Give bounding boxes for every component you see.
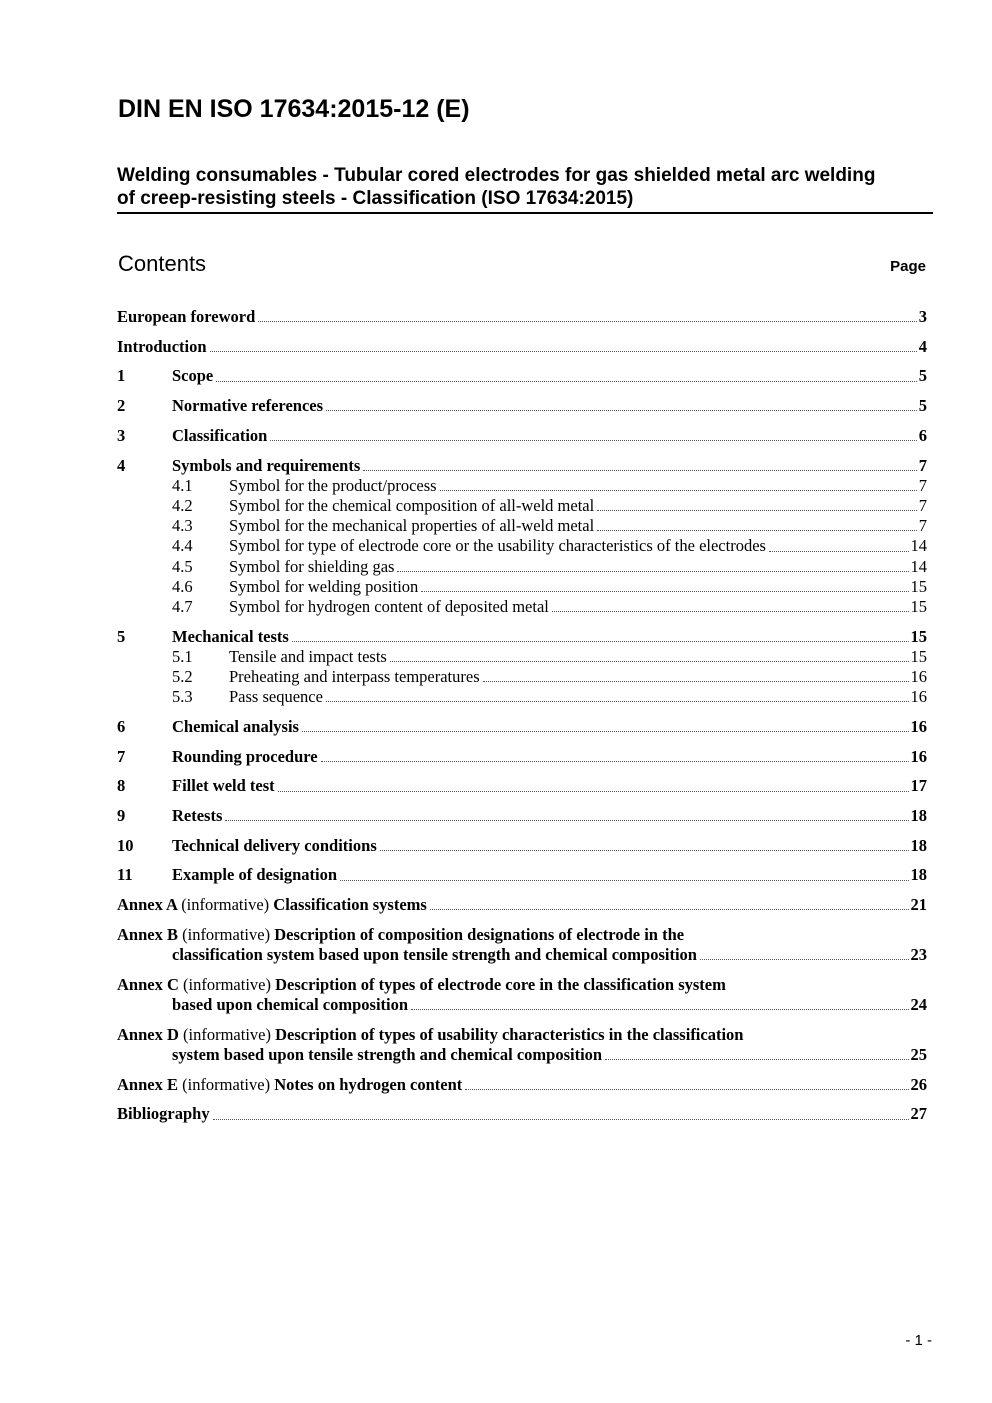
toc-subentry[interactable] [117,647,927,667]
annex-note: (informative) [182,924,271,944]
toc-page-number: 7 [918,455,927,475]
toc-title: Symbol for the product/process [229,475,437,495]
toc-page-number: 15 [910,576,927,596]
toc-title-wrap [172,627,927,647]
toc-subentry[interactable] [117,597,927,617]
toc-page-number: 18 [910,835,927,855]
toc-page-number: 7 [918,516,927,536]
toc-page-number: 5 [918,396,927,416]
toc-page-number: 25 [910,1044,927,1064]
toc-entry[interactable] [117,747,927,767]
toc-title: Bibliography [117,1104,210,1124]
toc-entry[interactable] [117,806,927,826]
dot-leader [225,820,908,821]
toc-entry[interactable] [117,366,927,386]
toc-annex-line-2 [117,945,927,965]
toc-entry[interactable] [117,426,927,446]
toc-section-number: 5.1 [172,646,193,666]
toc-title-wrap [117,1104,927,1124]
dot-leader [278,791,909,792]
dot-leader [769,551,909,552]
toc-page-number: 5 [918,366,927,386]
toc-page-number: 18 [910,806,927,826]
dot-leader [270,440,916,441]
toc-page-number: 14 [910,556,927,576]
dot-leader [465,1089,908,1090]
toc-title-wrap [229,647,927,667]
toc-annex-title [117,975,726,994]
annex-title: Classification systems [273,895,427,915]
dot-leader [700,959,909,960]
dot-leader [440,490,917,491]
toc-annex-line [117,1025,927,1045]
toc-title-wrap [172,747,927,767]
toc-title-wrap [229,577,927,597]
toc-entry[interactable] [117,865,927,885]
toc-title: Symbol for the chemical composition of all-weld metal [229,495,595,515]
annex-title-continued: system based upon tensile strength and chemical composition [172,1044,603,1064]
toc-title-wrap [172,776,927,796]
toc-title: Symbol for welding position [229,576,419,596]
toc-page-number: 24 [910,994,927,1014]
toc-section-number: 6 [117,716,126,736]
toc-page-number: 14 [910,536,927,556]
dot-leader [380,850,909,851]
toc-entry[interactable] [117,337,927,357]
toc-section-number: 4 [117,455,126,475]
toc-section-number: 9 [117,806,126,826]
toc-title-wrap [172,456,927,476]
subtitle-line-1: Welding consumables - Tubular cored electrodes for gas shielded metal arc welding [117,165,876,186]
toc-subentry[interactable] [117,667,927,687]
toc-page-number: 4 [918,336,927,356]
toc-annex-title [117,925,684,944]
toc-section-number: 4.3 [172,516,193,536]
dot-leader [597,510,917,511]
toc-title-wrap [117,337,927,357]
document-title: DIN EN ISO 17634:2015-12 (E) [118,95,470,123]
toc-title-wrap [172,806,927,826]
toc-title: Fillet weld test [172,776,275,796]
toc-annex-line [117,895,927,915]
toc-page-number: 7 [918,475,927,495]
annex-label: Annex C [117,974,179,994]
page-number: - 1 - [905,1332,932,1349]
toc-page-number: 16 [910,667,927,687]
toc-page-number: 23 [910,945,927,965]
toc-title-wrap [117,307,927,327]
toc-title: Example of designation [172,865,338,885]
toc-page-number: 16 [910,687,927,707]
toc-subentry[interactable] [117,687,927,707]
toc-title: European foreword [117,307,256,326]
dot-leader [421,591,908,592]
toc-title: Retests [172,806,223,826]
toc-page-number: 15 [910,596,927,616]
toc-annex-title [117,1075,462,1095]
toc-entry-annex[interactable] [117,925,927,965]
toc-page-number: 18 [910,865,927,885]
toc-section-number: 8 [117,776,126,796]
toc-title: Scope [172,366,214,386]
toc-annex-line [117,1075,927,1095]
toc-title: Classification [172,425,268,445]
toc-section-number: 7 [117,746,126,766]
toc-title: Symbols and requirements [172,455,361,475]
toc-title: Symbol for the mechanical properties of all-weld metal [229,516,595,536]
annex-title: Description of composition designations of electrode in the [274,924,685,944]
toc-annex-line-2 [117,1045,927,1065]
annex-title-continued: based upon chemical composition [172,994,409,1014]
annex-title-continued: classification system based upon tensile strength and chemical composition [172,945,697,965]
toc-page-number: 15 [910,626,927,646]
toc-annex-title [117,895,427,915]
toc-title-wrap [229,496,927,516]
annex-title: Notes on hydrogen content [274,1074,463,1094]
toc-title: Symbol for type of electrode core or the usability characteristics of the electrodes [229,536,766,556]
toc-section-number: 4.6 [172,576,193,596]
toc-title: Introduction [117,336,207,356]
toc-annex-line [117,975,927,995]
dot-leader [216,381,917,382]
dot-leader [321,761,909,762]
toc-title-wrap [172,836,927,856]
toc-title-wrap [229,476,927,496]
dot-leader [552,611,909,612]
dot-leader [397,571,908,572]
dot-leader [302,731,909,732]
toc-entry[interactable] [117,836,927,856]
toc-title: Normative references [172,396,324,416]
toc-title: Chemical analysis [172,716,299,736]
annex-note: (informative) [181,895,270,915]
dot-leader [605,1059,908,1060]
toc-title: Pass sequence [229,687,323,707]
table-of-contents [117,307,927,1125]
dot-leader [258,321,916,322]
toc-title-wrap [172,426,927,446]
toc-title-wrap [229,687,927,707]
annex-note: (informative) [183,974,271,994]
subtitle-line-2: of creep-resisting steels - Classification (ISO 17634:2015) [117,188,634,209]
contents-heading: Contents [118,251,207,276]
toc-subentry[interactable] [117,577,927,597]
toc-page-number: 15 [910,646,927,666]
toc-title-wrap [172,865,927,885]
toc-subentry[interactable] [117,557,927,577]
toc-entry[interactable] [117,307,927,327]
dot-leader [411,1009,908,1010]
toc-title: Tensile and impact tests [229,646,387,666]
dot-leader [340,880,908,881]
toc-title: Rounding procedure [172,746,318,766]
toc-entry[interactable] [117,717,927,737]
annex-label: Annex D [117,1024,179,1044]
dot-leader [213,1119,909,1120]
toc-entry[interactable] [117,627,927,647]
toc-entry[interactable] [117,1104,927,1124]
toc-subentry[interactable] [117,536,927,556]
toc-title-wrap [172,717,927,737]
toc-title-wrap [229,536,927,556]
annex-label: Annex B [117,924,178,944]
toc-entry-annex[interactable] [117,1075,927,1095]
dot-leader [292,641,909,642]
toc-section-number: 4.7 [172,596,193,616]
toc-section-number: 10 [117,835,134,855]
toc-entry-annex[interactable] [117,975,927,1015]
toc-page-number: 27 [910,1104,927,1124]
toc-section-number: 4.4 [172,536,193,556]
annex-title: Description of types of usability characteristics in the classification [275,1024,744,1044]
page-column-label: Page [890,258,926,275]
toc-section-number: 5 [117,626,126,646]
toc-title-wrap [229,516,927,536]
toc-title-wrap [172,366,927,386]
toc-entry[interactable] [117,396,927,416]
toc-section-number: 2 [117,396,126,416]
toc-title-wrap [229,667,927,687]
toc-page-number: 17 [910,776,927,796]
toc-section-number: 4.2 [172,495,193,515]
annex-note: (informative) [183,1024,271,1044]
toc-section-number: 4.1 [172,475,193,495]
toc-entry[interactable] [117,456,927,476]
annex-title: Description of types of electrode core in the classification system [275,974,726,994]
toc-title-wrap [229,557,927,577]
toc-page-number: 16 [910,716,927,736]
toc-entry-annex[interactable] [117,895,927,915]
annex-label: Annex A [117,895,178,915]
toc-annex-line-2 [117,995,927,1015]
toc-title: Symbol for shielding gas [229,556,395,576]
dot-leader [483,681,909,682]
toc-page-number: 7 [918,495,927,515]
dot-leader [390,661,909,662]
toc-page-number: 16 [910,746,927,766]
toc-section-number: 11 [117,865,133,885]
toc-title: Preheating and interpass temperatures [229,667,480,687]
dot-leader [210,351,917,352]
toc-title-wrap [172,396,927,416]
document-subtitle [117,164,933,214]
dot-leader [326,701,909,702]
toc-page-number: 6 [918,425,927,445]
dot-leader [363,470,916,471]
toc-page-number: 26 [910,1074,927,1094]
toc-subentry[interactable] [117,476,927,496]
toc-title: Technical delivery conditions [172,835,377,855]
toc-entry-annex[interactable] [117,1025,927,1065]
annex-note: (informative) [182,1074,271,1094]
toc-subentry[interactable] [117,516,927,536]
toc-section-number: 5.3 [172,687,193,707]
toc-section-number: 4.5 [172,556,193,576]
dot-leader [326,410,917,411]
toc-annex-line [117,925,927,945]
dot-leader [597,530,917,531]
toc-annex-title [117,1025,743,1044]
dot-leader [430,909,909,910]
toc-page-number: 3 [918,307,927,326]
toc-subentry[interactable] [117,496,927,516]
annex-label: Annex E [117,1074,178,1094]
toc-section-number: 1 [117,366,126,386]
toc-page-number: 21 [910,895,927,915]
toc-section-number: 3 [117,425,126,445]
toc-title: Mechanical tests [172,626,289,646]
toc-section-number: 5.2 [172,667,193,687]
toc-title: Symbol for hydrogen content of deposited metal [229,596,549,616]
toc-title-wrap [229,597,927,617]
toc-entry[interactable] [117,776,927,796]
